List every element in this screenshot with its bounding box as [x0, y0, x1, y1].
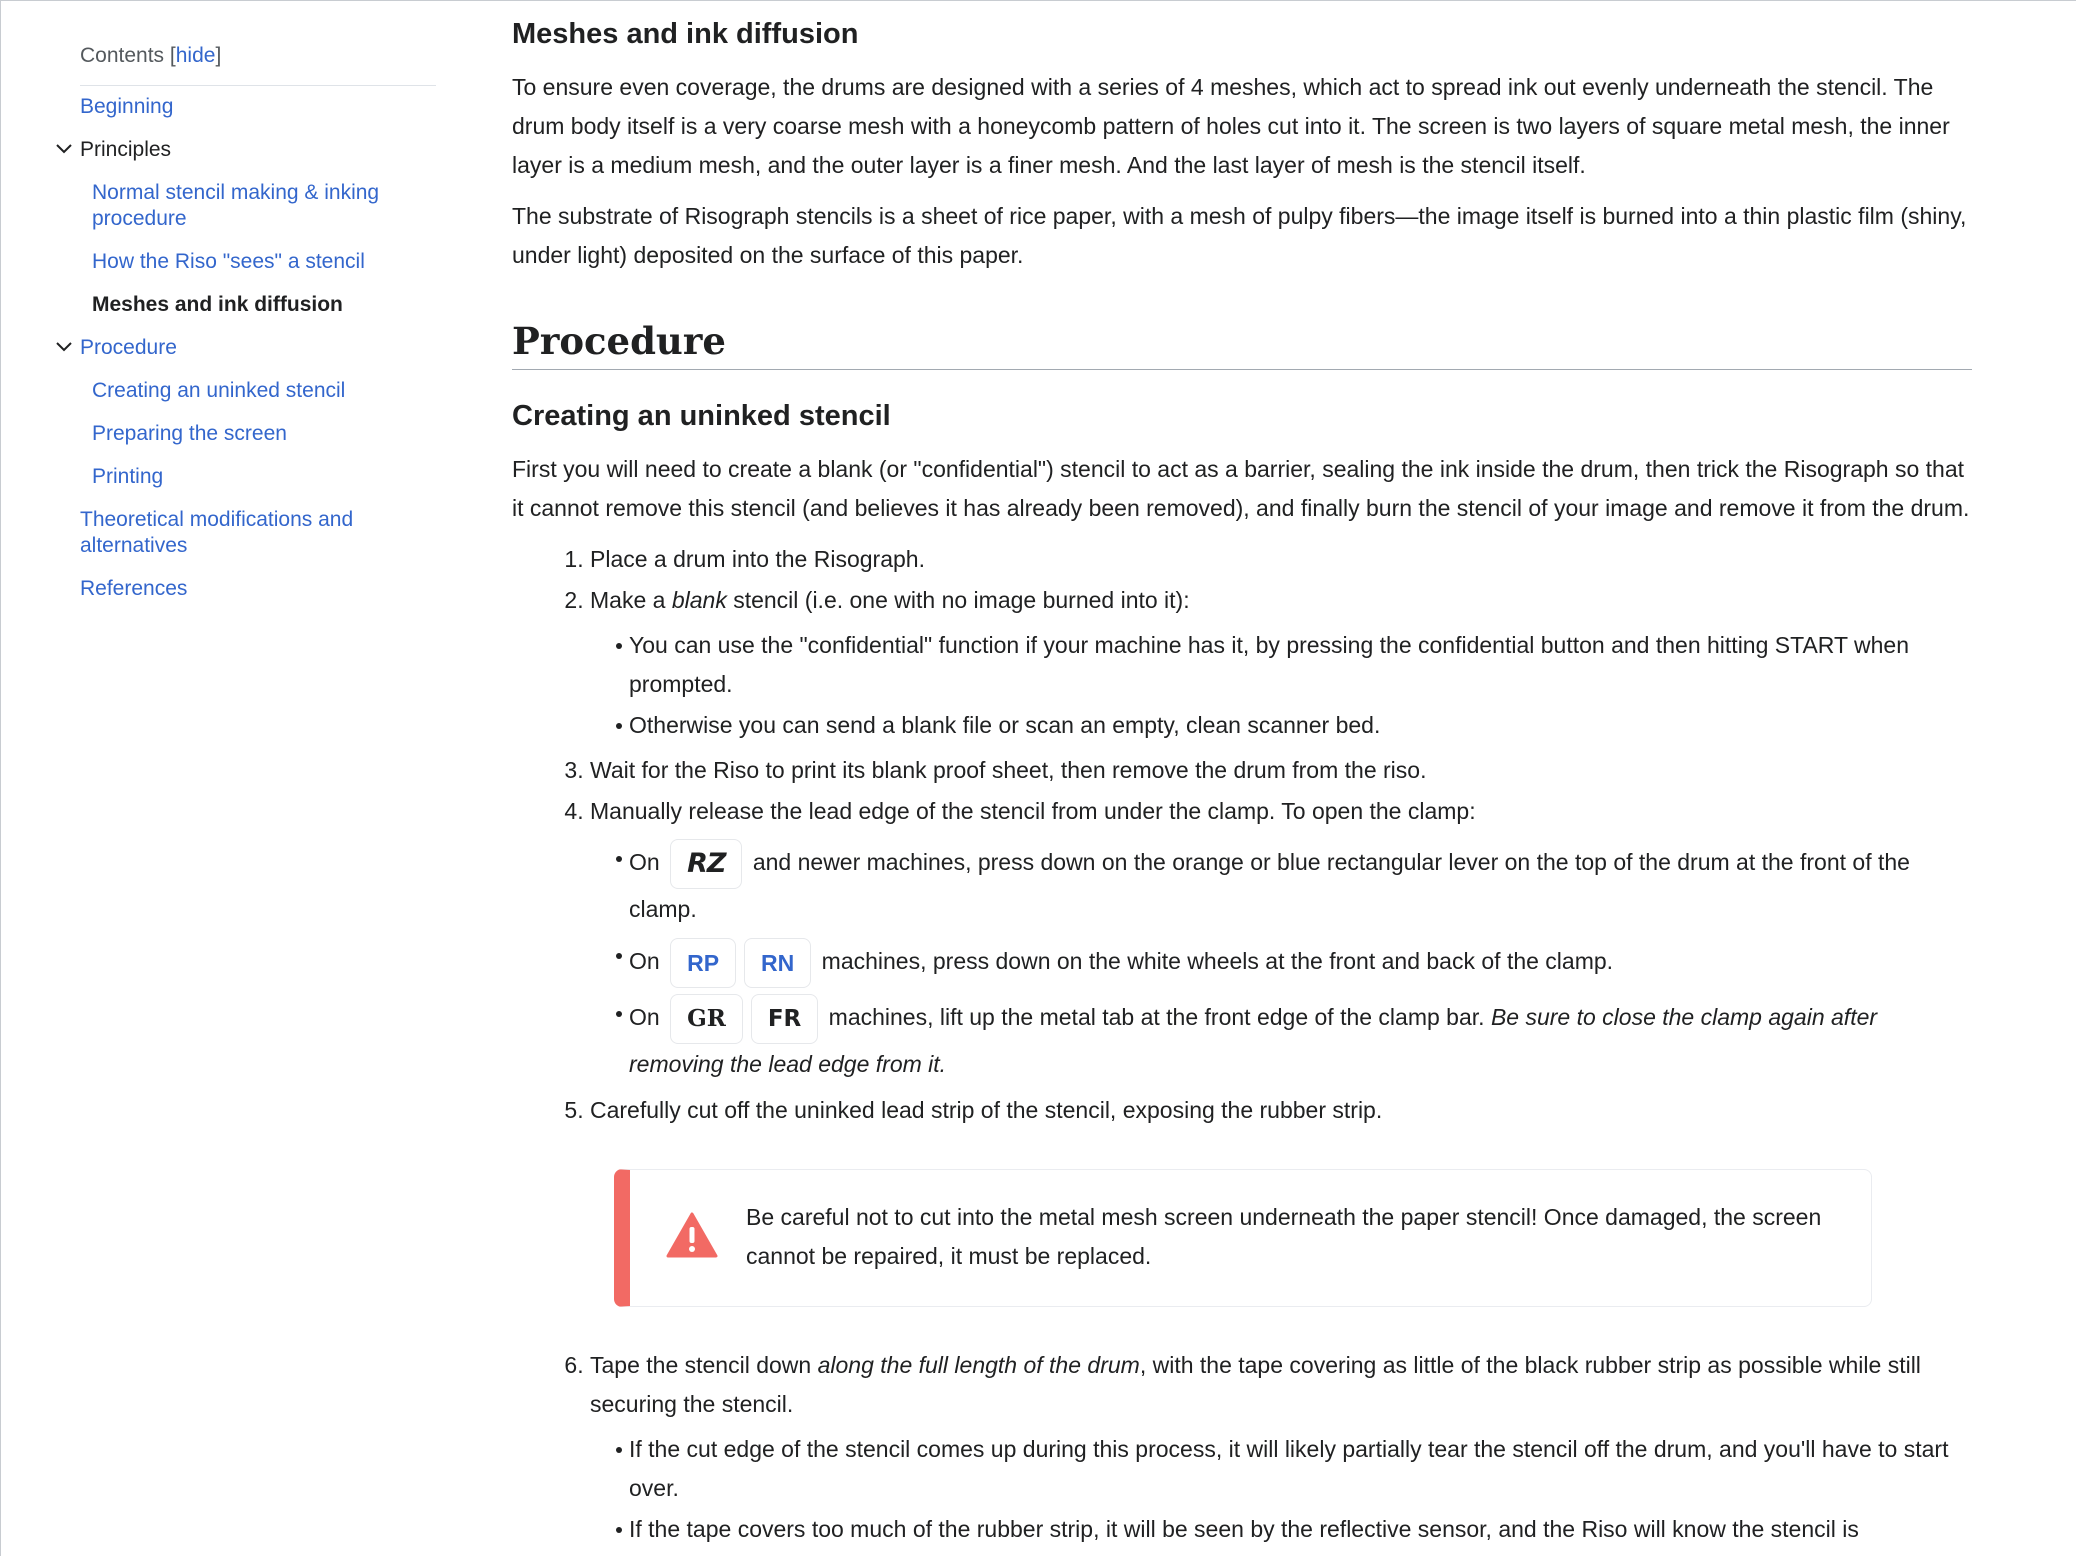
sub-list — [590, 1430, 1972, 1549]
toc-item-label: Meshes and ink diffusion — [92, 293, 343, 316]
step-text: Place a drum into the Risograph. — [590, 546, 925, 572]
chevron-down-icon[interactable] — [54, 138, 74, 158]
toc-item-procedure[interactable] — [80, 335, 436, 361]
toc-hide-link[interactable]: hide — [175, 44, 216, 67]
step-emphasis: along the full length of the drum — [817, 1351, 1140, 1378]
step-text: Tape the stencil down — [590, 1351, 818, 1378]
toc-item-principles[interactable] — [80, 137, 436, 163]
toc-item-label: Normal stencil making & inking procedure — [92, 181, 380, 230]
on-label: On — [629, 1004, 660, 1030]
toc-item-printing[interactable] — [92, 464, 436, 490]
step-item — [590, 1091, 1972, 1307]
toc-header — [80, 41, 436, 86]
toc-item-label: Printing — [92, 465, 164, 488]
section-heading-meshes: Meshes and ink diffusion — [512, 18, 859, 50]
step-item — [590, 540, 1972, 579]
sub-item — [590, 994, 1972, 1085]
sub-text: and newer machines, press down on the orange or blue rectangular lever on the top of the drum at the front of the clamp. — [629, 849, 1910, 922]
badge-fr: FR — [751, 994, 818, 1044]
badge-rz: RZ — [670, 839, 742, 889]
step-text: Wait for the Riso to print its blank proof sheet, then remove the drum from the riso. — [590, 757, 1427, 783]
section-heading-procedure: Procedure — [512, 317, 1972, 370]
toc-item-theoretical[interactable] — [80, 507, 436, 559]
section-heading-uninked: Creating an uninked stencil — [512, 400, 891, 432]
toc-bracket-open: [ — [169, 44, 176, 67]
toc-item-label: Creating an uninked stencil — [92, 379, 346, 402]
warning-text: Be careful not to cut into the metal mesh screen underneath the paper stencil! Once damaged, the screen cannot be repaired, it must be replaced. — [746, 1203, 1822, 1269]
sub-emphasis: Be sure to close the clamp again after removing the lead edge from it. — [629, 1004, 1878, 1077]
on-label: On — [629, 948, 660, 974]
paragraph: To ensure even coverage, the drums are designed with a series of 4 meshes, which act to spread ink out evenly underneath the stencil. The drum body itself is a very coarse mesh with a honeycomb pattern of holes cut into it. The screen is two layers of square metal mesh, the inner layer is a medium mesh, and the outer layer is a finer mesh. And the last layer of mesh is the stencil itself. — [512, 74, 1950, 178]
toc-item-label: Principles — [80, 138, 172, 161]
sub-text: machines, press down on the white wheels at the front and back of the clamp. — [821, 948, 1614, 974]
badge-rp[interactable]: RP — [670, 938, 736, 988]
badge-rn[interactable]: RN — [744, 938, 811, 988]
sub-list — [590, 839, 1972, 1085]
toc-item-normal-stencil[interactable] — [92, 180, 436, 232]
sub-item: If the tape covers too much of the rubber strip, it will be seen by the reflective sensor, and the Riso will know the stencil is — [590, 1510, 1972, 1549]
toc-item-how-riso-sees[interactable] — [92, 249, 436, 275]
step-item — [590, 792, 1972, 1085]
toc-item-label: How the Riso "sees" a stencil — [92, 250, 365, 273]
sub-text: machines, lift up the metal tab at the front edge of the clamp bar. — [828, 1004, 1491, 1030]
step-emphasis: blank — [671, 587, 727, 613]
paragraph: The substrate of Risograph stencils is a sheet of rice paper, with a mesh of pulpy fibers—the image itself is burned into a thin plastic film (shiny, under light) deposited on the surface of this paper. — [512, 203, 1967, 268]
warning-callout — [614, 1169, 1872, 1307]
toc-item-label: References — [80, 577, 188, 600]
step-item — [590, 751, 1972, 790]
step-item — [590, 1346, 1972, 1549]
chevron-down-icon[interactable] — [54, 336, 74, 356]
step-item — [590, 581, 1972, 745]
toc-item-label: Beginning — [80, 95, 174, 118]
step-text: , with the tape covering as little of the black rubber strip as possible while still securing the stencil. — [590, 1351, 1921, 1417]
toc-title: Contents — [80, 44, 165, 67]
toc-item-references[interactable] — [80, 576, 436, 602]
toc-item-preparing-screen[interactable] — [92, 421, 436, 447]
step-text: Make a — [590, 587, 672, 613]
procedure-steps — [512, 540, 1972, 1549]
toc-item-creating-uninked[interactable] — [92, 378, 436, 404]
toc-bracket-close: ] — [215, 44, 222, 67]
sub-item: Otherwise you can send a blank file or scan an empty, clean scanner bed. — [590, 706, 1972, 745]
step-text: Manually release the lead edge of the stencil from under the clamp. To open the clamp: — [590, 798, 1476, 824]
sub-item: If the cut edge of the stencil comes up during this process, it will likely partially tear the stencil off the drum, and you'll have to start over. — [590, 1430, 1972, 1508]
article-content — [512, 1, 1972, 1555]
badge-gr: GR — [670, 994, 743, 1044]
toc-item-meshes[interactable] — [92, 292, 436, 318]
sub-list — [590, 626, 1972, 745]
sub-item: You can use the "confidential" function if your machine has it, by pressing the confidential button and then hitting START when prompted. — [590, 626, 1972, 704]
toc-item-label: Preparing the screen — [92, 422, 287, 445]
toc-list — [80, 94, 436, 602]
warning-triangle-icon — [666, 1212, 718, 1258]
on-label: On — [629, 849, 660, 876]
sub-item — [590, 839, 1972, 930]
toc-item-label: Theoretical modifications and alternatives — [80, 508, 354, 557]
table-of-contents — [80, 41, 436, 619]
toc-item-beginning[interactable] — [80, 94, 436, 120]
step-text: Carefully cut off the uninked lead strip of the stencil, exposing the rubber strip. — [590, 1096, 1383, 1123]
toc-item-label: Procedure — [80, 336, 177, 359]
paragraph: First you will need to create a blank (or "confidential") stencil to act as a barrier, sealing the ink inside the drum, then trick the Risograph so that it cannot remove this stencil (and believes it has already been removed), and finally burn the stencil of your image and remove it from the drum. — [512, 456, 1970, 521]
step-text: stencil (i.e. one with no image burned into it): — [726, 587, 1190, 613]
sub-item — [590, 936, 1972, 988]
